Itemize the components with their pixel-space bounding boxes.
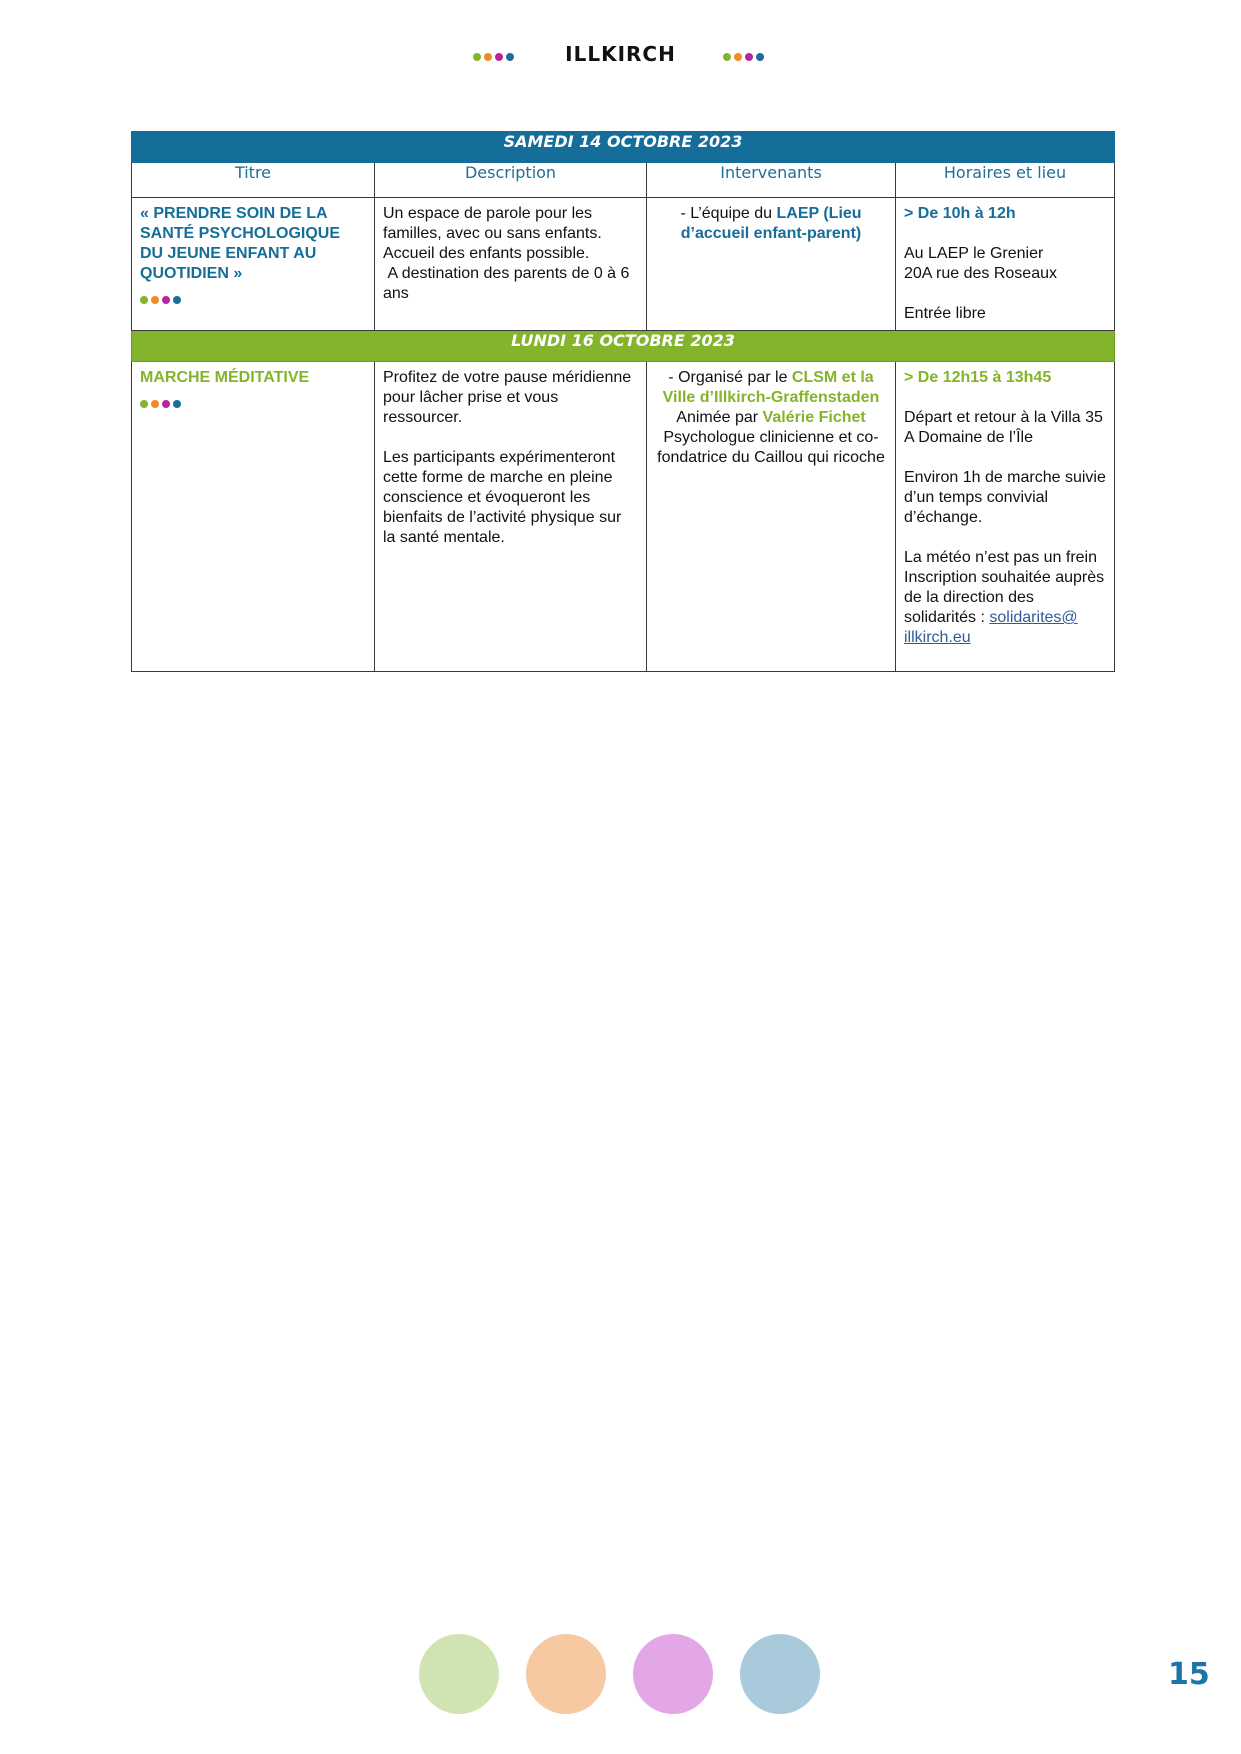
animator-highlight: Valérie Fichet	[762, 409, 866, 426]
event-description-cell	[375, 362, 647, 672]
dot-green	[723, 53, 731, 61]
email-link[interactable]: illkirch.eu	[904, 629, 971, 646]
decorative-dots	[140, 296, 366, 304]
day-band-monday	[132, 331, 1115, 362]
organizer-line	[655, 368, 887, 408]
table-row	[132, 198, 1115, 331]
animator-prefix: Animée par	[676, 409, 763, 426]
spacer	[904, 528, 1106, 548]
circle-green	[419, 1634, 499, 1714]
event-place-line: 20A rue des Roseaux	[904, 265, 1057, 282]
event-schedule-cell	[896, 362, 1115, 672]
spacer	[904, 388, 1106, 408]
decorative-dots	[140, 400, 366, 408]
header-dots-right	[723, 53, 764, 61]
day-date: SAMEDI 14 OCTOBRE 2023	[132, 132, 1115, 163]
dot-orange	[151, 400, 159, 408]
program-table	[131, 131, 1115, 672]
footer-circles	[419, 1634, 820, 1714]
organizer-prefix: - Organisé par le	[668, 369, 792, 386]
event-title-cell	[132, 198, 375, 331]
description-line: Un espace de parole pour les familles, avec ou sans enfants.	[383, 205, 602, 242]
event-duration: Environ 1h de marche suivie d’un temps convivial d’échange.	[904, 469, 1106, 526]
speakers-highlight: LAEP (Lieu d’accueil enfant-parent)	[680, 205, 862, 242]
dot-purple	[162, 400, 170, 408]
organizer-highlight: CLSM et la Ville d’Illkirch-Graffenstaden	[662, 369, 880, 406]
page-number: 15	[1168, 1657, 1210, 1692]
col-header-speakers: Intervenants	[647, 163, 896, 198]
spacer	[383, 428, 638, 448]
description-line: Accueil des enfants possible.	[383, 245, 590, 262]
col-header-title: Titre	[132, 163, 375, 198]
page-title: ILLKIRCH	[565, 42, 676, 66]
spacer	[904, 224, 1106, 244]
speakers-prefix: - L’équipe du	[680, 205, 777, 222]
dot-green	[140, 400, 148, 408]
animator-line	[655, 408, 887, 428]
dot-blue	[173, 296, 181, 304]
event-speakers-cell	[647, 198, 896, 331]
event-weather: La météo n’est pas un frein	[904, 549, 1098, 566]
description-paragraph: Profitez de votre pause méridienne pour lâcher prise et vous ressourcer.	[383, 369, 632, 426]
dot-green	[140, 296, 148, 304]
day-date: LUNDI 16 OCTOBRE 2023	[132, 331, 1115, 362]
column-headers	[132, 163, 1115, 198]
day-band-saturday	[132, 132, 1115, 163]
event-title-cell	[132, 362, 375, 672]
event-time: > De 10h à 12h	[904, 205, 1016, 222]
event-schedule-cell	[896, 198, 1115, 331]
circle-orange	[526, 1634, 606, 1714]
circle-purple	[633, 1634, 713, 1714]
email-link[interactable]: solidarites@	[989, 609, 1078, 626]
spacer	[904, 448, 1106, 468]
dot-orange	[734, 53, 742, 61]
event-description-cell	[375, 198, 647, 331]
event-title: « PRENDRE SOIN DE LA SANTÉ PSYCHOLOGIQUE DU JEUNE ENFANT AU QUOTIDIEN »	[140, 205, 341, 282]
table-row	[132, 362, 1115, 672]
inscription-text: Inscription souhaitée auprès de la direction des solidarités :	[904, 569, 1109, 626]
animator-role: Psychologue clinicienne et co-fondatrice du Caillou qui ricoche	[657, 429, 885, 466]
event-title: MARCHE MÉDITATIVE	[140, 369, 310, 386]
spacer	[904, 284, 1106, 304]
col-header-schedule: Horaires et lieu	[896, 163, 1115, 198]
col-header-description: Description	[375, 163, 647, 198]
event-speakers-cell	[647, 362, 896, 672]
dot-blue	[756, 53, 764, 61]
event-entry: Entrée libre	[904, 305, 986, 322]
description-paragraph: Les participants expérimenteront cette forme de marche en pleine conscience et évoqueront les bienfaits de l’activité physique sur la santé mentale.	[383, 449, 622, 546]
description-line: A destination des parents de 0 à 6 ans	[383, 265, 634, 302]
event-place: Départ et retour à la Villa 35 A Domaine de l’Île	[904, 409, 1103, 446]
event-time: > De 12h15 à 13h45	[904, 369, 1052, 386]
dot-purple	[162, 296, 170, 304]
page-header	[0, 42, 1241, 72]
dot-orange	[151, 296, 159, 304]
dot-purple	[745, 53, 753, 61]
event-place-line: Au LAEP le Grenier	[904, 245, 1044, 262]
circle-blue	[740, 1634, 820, 1714]
event-inscription	[904, 568, 1109, 648]
dot-blue	[173, 400, 181, 408]
